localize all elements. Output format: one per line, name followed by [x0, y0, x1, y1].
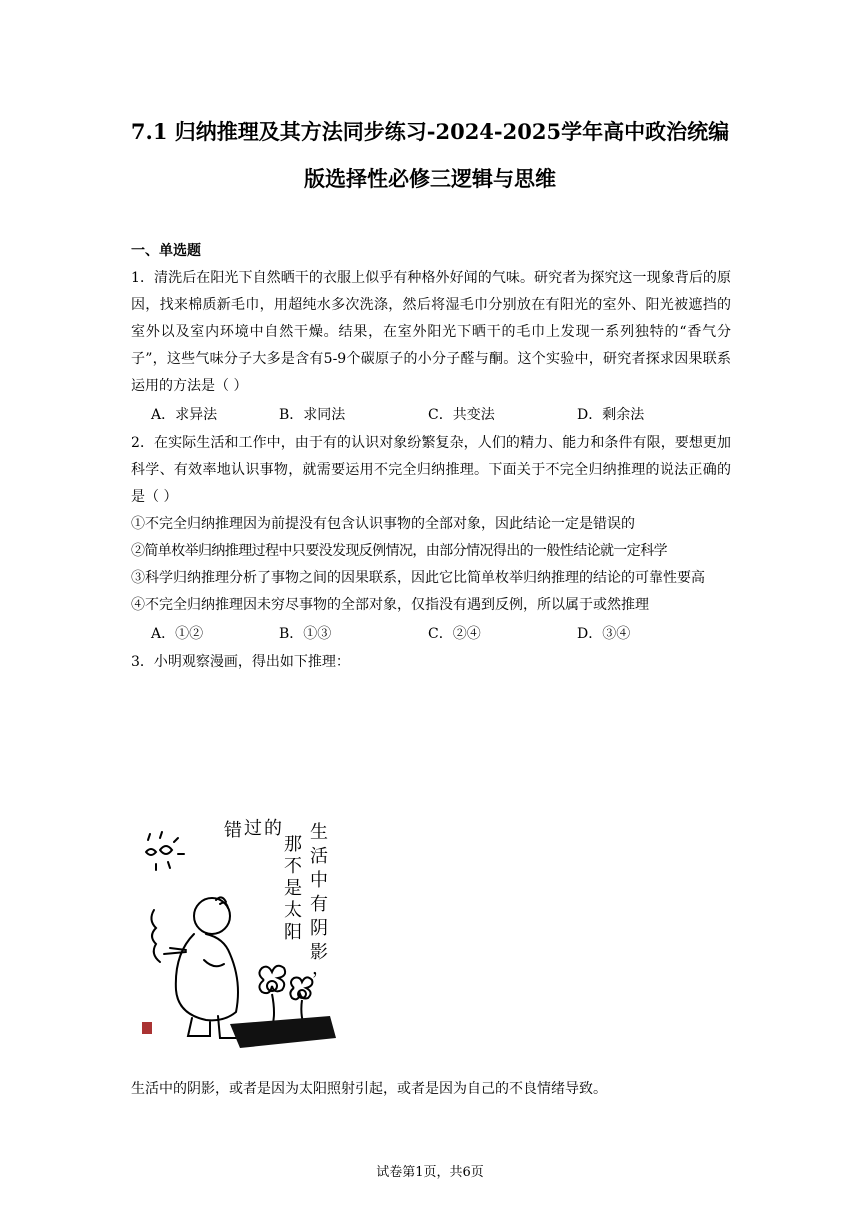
option-a: A．①② — [151, 626, 204, 642]
option-d: D．剩余法 — [577, 407, 645, 423]
question-1-stem: 1．清洗后在阳光下自然晒干的衣服上似乎有种格外好闻的气味。研究者为探究这一现象背后的原因，找来棉质新毛巾，用超纯水多次洗涤，然后将湿毛巾分别放在有阳光的室外、阳光被遮挡的室外以及室内环境中自然干燥。结果，在室外阳光下晒干的毛巾上发现一系列独特的“香气分子”，这些气味分子大多是含有5-9个碳原子的小分子醛与酮。这个实验中，研究者探求因果联系运用的方法是（ ） — [131, 270, 731, 394]
cartoon-text-1: 活 — [310, 846, 328, 867]
cartoon-text-10: 太 — [284, 900, 302, 921]
question-2-options — [151, 619, 731, 649]
statement-2: ②简单枚举归纳推理过程中只要没发现反例情况，由部分情况得出的一般性结论就一定科学 — [131, 543, 667, 559]
cartoon-text-11: 阳 — [284, 922, 302, 943]
ground-shadow — [230, 1016, 336, 1048]
option-b: B．求同法 — [279, 407, 346, 423]
question-2-stem: 2．在实际生活和工作中，由于有的认识对象纷繁复杂，人们的精力、能力和条件有限，要想更加科学、有效率地认识事物，就需要运用不完全归纳推理。下面关于不完全归纳推理的说法正确的是（ ） — [131, 435, 731, 505]
question-3-reasoning: 生活中的阴影，或者是因为太阳照射引起，或者是因为自己的不良情绪导致。 — [131, 1081, 607, 1097]
option-a: A．求异法 — [151, 407, 218, 423]
option-b: B．①③ — [279, 626, 332, 642]
cartoon-text-4: 阴 — [310, 918, 328, 939]
sun-doodle — [146, 832, 184, 870]
man-figure — [151, 897, 238, 1038]
cartoon-image — [134, 810, 344, 1060]
page-footer: 试卷第1页，共6页 — [376, 1165, 484, 1180]
document-title — [80, 108, 780, 202]
cartoon-text-9: 是 — [284, 878, 302, 899]
option-c: C．②④ — [428, 626, 481, 642]
option-d: D．③④ — [577, 626, 631, 642]
section-heading: 一、单选题 — [131, 243, 201, 259]
cartoon-text-5: 影 — [310, 942, 328, 963]
question-3-stem: 3．小明观察漫画，得出如下推理： — [131, 654, 350, 670]
option-c: C．共变法 — [428, 407, 495, 423]
cartoon-text-2: 中 — [310, 870, 328, 891]
question-list — [131, 241, 731, 676]
statement-3: ③科学归纳推理分析了事物之间的因果联系，因此它比简单枚举归纳推理的结论的可靠性要高 — [131, 570, 705, 586]
statement-1: ①不完全归纳推理因为前提没有包含认识事物的全部对象，因此结论一定是错误的 — [131, 516, 635, 532]
cartoon-text-8: 不 — [284, 856, 302, 877]
title-line-2: 版选择性必修三逻辑与思维 — [304, 166, 556, 191]
title-line-1: 7.1 归纳推理及其方法同步练习-2024-2025学年高中政治统编 — [130, 119, 730, 144]
cartoon-text-14: 的 — [264, 818, 282, 839]
cartoon-text-12: 错 — [224, 820, 242, 841]
question-1-options — [151, 400, 731, 430]
statement-4: ④不完全归纳推理因未穷尽事物的全部对象，仅指没有遇到反例，所以属于或然推理 — [131, 597, 649, 613]
cartoon-text-7: 那 — [284, 834, 302, 855]
cartoon-text-13: 过 — [244, 818, 262, 839]
cartoon-text-6: ， — [312, 958, 330, 979]
red-seal — [142, 1022, 152, 1034]
cartoon-text-3: 有 — [310, 894, 328, 915]
cartoon-text-0: 生 — [310, 822, 328, 843]
